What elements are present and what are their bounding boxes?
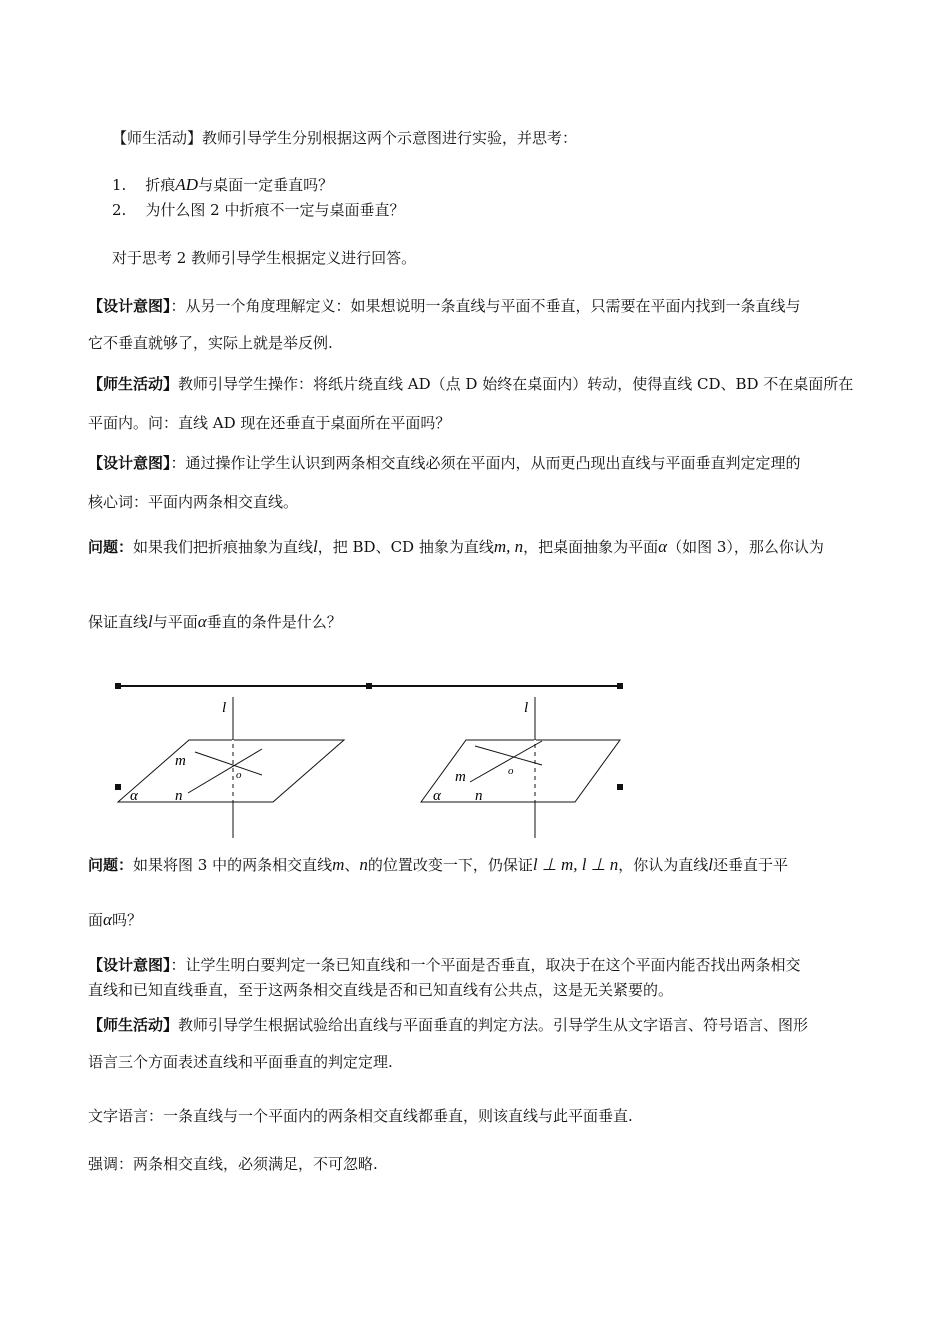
design-intent-3-line2: 直线和已知直线垂直，至于这两条相交直线是否和已知直线有公共点，这是无关紧要的。 bbox=[88, 981, 674, 999]
label-n-left: n bbox=[175, 788, 183, 804]
label-m-right: m bbox=[455, 769, 466, 785]
activity-text: 教师引导学生操作：将纸片绕直线 AD（点 D 始终在桌面内）转动，使得直线 CD、BD 不在桌面所在 bbox=[178, 375, 854, 393]
problem-2-line1 bbox=[88, 855, 788, 875]
math-symbol-ad: AD bbox=[175, 175, 199, 194]
problem-text: 垂直的条件是什么？ bbox=[206, 613, 342, 631]
plane-left bbox=[118, 740, 344, 802]
paragraph-answer-2: 对于思考 2 教师引导学生根据定义进行回答。 bbox=[112, 249, 417, 267]
problem-text: 的位置改变一下，仍保证 bbox=[367, 856, 533, 874]
problem-2-line2 bbox=[88, 910, 142, 930]
problem-text: 还垂直于平 bbox=[713, 856, 789, 874]
line-m-right bbox=[475, 746, 542, 765]
design-text: ：从另一个角度理解定义：如果想说明一条直线与平面不垂直，只需要在平面内找到一条直线与 bbox=[170, 297, 801, 315]
design-text: ：通过操作让学生认识到两条相交直线必须在平面内，从而更凸现出直线与平面垂直判定定理的 bbox=[170, 454, 801, 472]
emphasis: 强调：两条相交直线，必须满足，不可忽略. bbox=[88, 1155, 378, 1173]
design-intent-3-line1 bbox=[88, 955, 801, 975]
question-number: 2. bbox=[112, 201, 127, 219]
problem-text: ，把桌面抽象为平面 bbox=[523, 538, 659, 556]
symbol-alpha: α bbox=[103, 910, 112, 929]
problem-label: 问题： bbox=[88, 856, 134, 874]
problem-text: （如图 3），那么你认为 bbox=[667, 538, 824, 556]
problem-text: 如果将图 3 中的两条相交直线 bbox=[133, 856, 333, 874]
problem-text: 与平面 bbox=[152, 613, 198, 631]
question-number: 1. bbox=[112, 176, 127, 194]
symbol-n: n bbox=[359, 855, 368, 874]
text-language: 文字语言：一条直线与一个平面内的两条相交直线都垂直，则该直线与此平面垂直. bbox=[88, 1107, 633, 1125]
label-o-left: o bbox=[236, 769, 242, 781]
design-intent-1-line2: 它不垂直就够了，实际上就是举反例. bbox=[88, 334, 333, 352]
activity-label: 【师生活动】 bbox=[88, 375, 179, 393]
symbol-l: l bbox=[708, 855, 714, 874]
label-alpha-left: α bbox=[130, 788, 138, 804]
activity-2-line2: 平面内。问：直线 AD 现在还垂直于桌面所在平面吗？ bbox=[88, 414, 451, 432]
problem-text: 面 bbox=[88, 911, 104, 929]
question-text: 为什么图 2 中折痕不一定与桌面垂直？ bbox=[145, 201, 405, 219]
question-text: 折痕 bbox=[145, 176, 176, 194]
perpendicular-condition: l ⊥ m, l ⊥ n bbox=[532, 855, 619, 874]
design-text: ：让学生明白要判定一条已知直线和一个平面是否垂直，取决于在这个平面内能否找出两条相交 bbox=[170, 956, 801, 974]
handle bbox=[115, 683, 121, 689]
question-text: 与桌面一定垂直吗？ bbox=[198, 176, 334, 194]
symbol-alpha: α bbox=[197, 612, 207, 631]
symbol-alpha: α bbox=[658, 537, 668, 556]
label-l-right: l bbox=[524, 700, 529, 716]
activity-text: 教师引导学生根据试验给出直线与平面垂直的判定方法。引导学生从文字语言、符号语言、图形 bbox=[178, 1016, 809, 1034]
design-label: 【设计意图】 bbox=[88, 297, 171, 315]
problem-text: 如果我们把折痕抽象为直线 bbox=[133, 538, 314, 556]
symbol-l: l bbox=[313, 537, 318, 556]
problem-text: ，把 BD、CD 抽象为直线 bbox=[317, 538, 494, 556]
problem-text: 、 bbox=[344, 856, 360, 874]
design-label: 【设计意图】 bbox=[88, 956, 171, 974]
handle bbox=[366, 683, 372, 689]
label-m-left: m bbox=[175, 753, 186, 769]
activity-3-line2: 语言三个方面表述直线和平面垂直的判定定理. bbox=[88, 1053, 393, 1071]
label-l-left: l bbox=[222, 700, 227, 716]
activity-text: 教师引导学生分别根据这两个示意图进行实验，并思考： bbox=[202, 129, 578, 147]
problem-label: 问题： bbox=[88, 538, 134, 556]
plane-right bbox=[421, 740, 620, 802]
problem-text: 保证直线 bbox=[88, 613, 149, 631]
design-label: 【设计意图】 bbox=[88, 454, 171, 472]
handle bbox=[617, 784, 623, 790]
problem-text: ，你认为直线 bbox=[618, 856, 709, 874]
symbol-mn: m, n bbox=[493, 537, 524, 556]
label-alpha-right: α bbox=[433, 788, 441, 804]
activity-label: 【师生活动】 bbox=[88, 1016, 179, 1034]
problem-text: 吗？ bbox=[111, 911, 142, 929]
label-o-right: o bbox=[508, 765, 514, 777]
handle bbox=[617, 683, 623, 689]
symbol-m: m bbox=[332, 855, 345, 874]
label-n-right: n bbox=[475, 788, 483, 804]
design-intent-2-line2: 核心词：平面内两条相交直线。 bbox=[88, 493, 299, 511]
symbol-l: l bbox=[148, 612, 153, 631]
activity-label: 【师生活动】 bbox=[112, 129, 203, 147]
activity-3-line1 bbox=[88, 1015, 808, 1035]
handle bbox=[115, 784, 121, 790]
